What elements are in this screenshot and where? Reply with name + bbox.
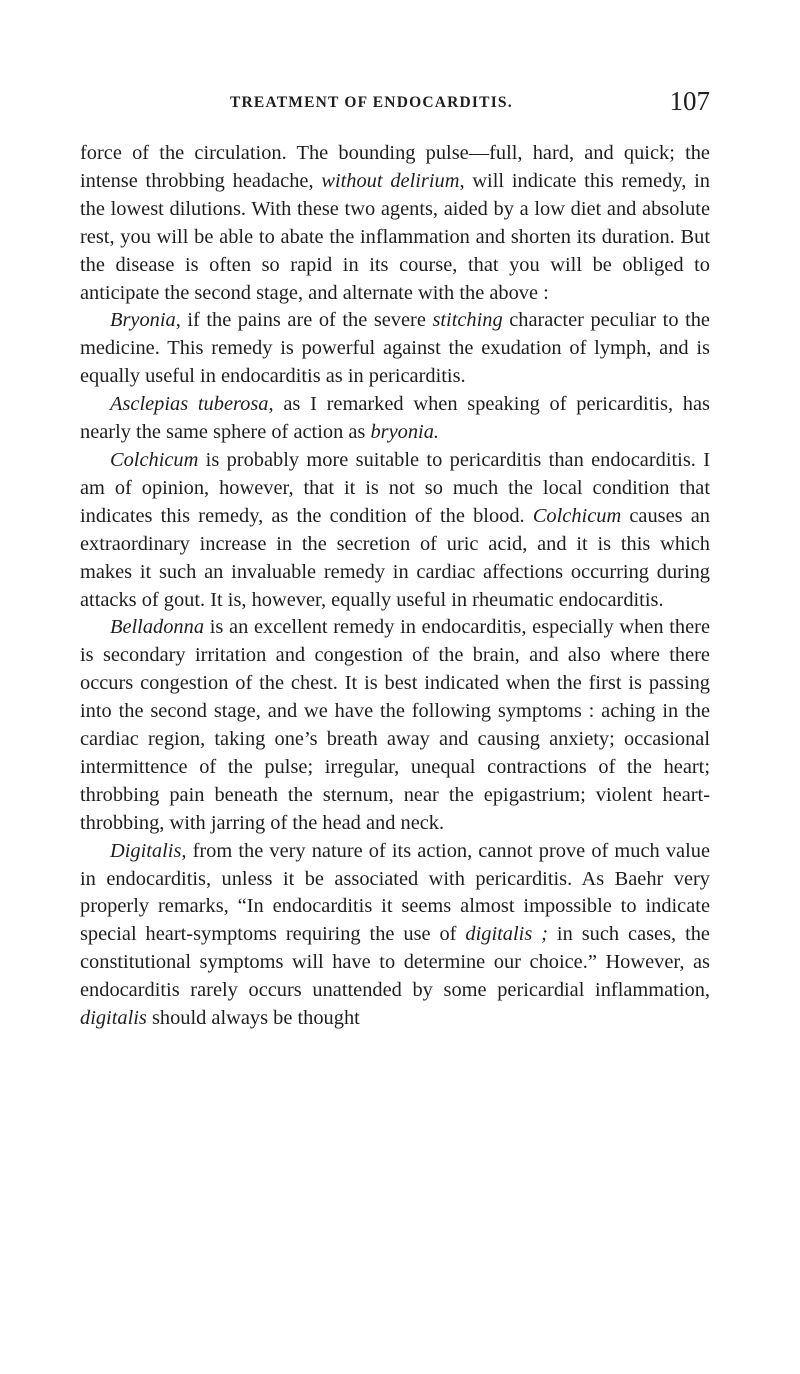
text-segment: , as I remarked when speaking of pericarditis, has nearly the same sphere of action as [80, 393, 710, 444]
paragraph-circulation [80, 140, 710, 307]
remedy-name: Belladonna [110, 616, 205, 639]
italic-segment: without delirium [321, 169, 460, 192]
text-segment: force of the circulation. The bounding pulse—full, hard, and quick; the intense throbbing headache, [80, 142, 710, 192]
italic-segment: digitalis [80, 1007, 147, 1030]
text-segment: is probably more suitable to pericarditis than endocarditis. I am of opinion, however, that it is not so much the local condition that indicates this remedy, as the condition of the blood. [80, 448, 710, 527]
remedy-name: Bryonia [110, 309, 176, 332]
text-segment: causes an extraordinary increase in the secretion of uric acid, and it is this which makes it such an invaluable remedy in cardiac affections occurring during attacks of gout. It is, however, equally useful in rheumatic endocarditis. [80, 504, 710, 611]
remedy-name: Colchicum [110, 448, 199, 471]
italic-segment: bryonia. [370, 421, 439, 444]
text-segment: , if the pains are of the severe [175, 309, 433, 332]
italic-segment: digitalis ; [465, 923, 548, 946]
text-segment: character peculiar to the medicine. This remedy is powerful against the exudation of lymph, and is equally useful in endocarditis as in pericarditis. [80, 309, 710, 388]
text-segment: should always be thought [146, 1007, 360, 1030]
text-segment: is an excellent remedy in endocarditis, especially when there is secondary irritation and congestion of the brain, and also where there occurs congestion of the chest. It is best indicated when the first is passing into the second stage, and we have the following symptoms : aching in the cardiac region, taking one’s breath away and causing anxiety; occasional intermittence of the pulse; irregular, unequal contractions of the heart; throbbing pain beneath the sternum, near the epigastrium; violent heart-throbbing, with jarring of the head and neck. [80, 616, 710, 834]
body-text [80, 140, 710, 1033]
running-title: TREATMENT OF ENDOCARDITIS. [230, 94, 513, 111]
remedy-name: Asclepias tuberosa [110, 393, 269, 416]
text-segment: , from the very nature of its action, cannot prove of much value in endocarditis, unless it be associated with pericarditis. As Baehr very properly remarks, “In endocarditis it seems almost impossible to indicate special heart-symptoms requiring the use of [80, 839, 710, 946]
remedy-name: Digitalis [110, 839, 182, 862]
italic-segment: Colchicum [532, 504, 622, 527]
text-segment: , will indicate this remedy, in the lowest dilutions. With these two agents, aided by a low diet and absolute rest, you will be able to abate the inflammation and shorten its duration. But the disease is often so rapid in its course, that you will be obliged to anticipate the second stage, and alternate with the above : [80, 169, 710, 304]
italic-segment: stitching [432, 309, 503, 332]
paragraph-digitalis [80, 838, 710, 1033]
paragraph-belladonna [80, 614, 710, 837]
running-head [80, 86, 710, 122]
text-segment: in such cases, the constitutional symptoms will have to determine our choice.” However, as endocarditis rarely occurs unattended by some pericardial inflammation, [80, 923, 710, 1002]
paragraph-colchicum [80, 447, 710, 614]
paragraph-bryonia [80, 307, 710, 391]
page-number: 107 [669, 86, 710, 116]
paragraph-asclepias [80, 391, 710, 447]
